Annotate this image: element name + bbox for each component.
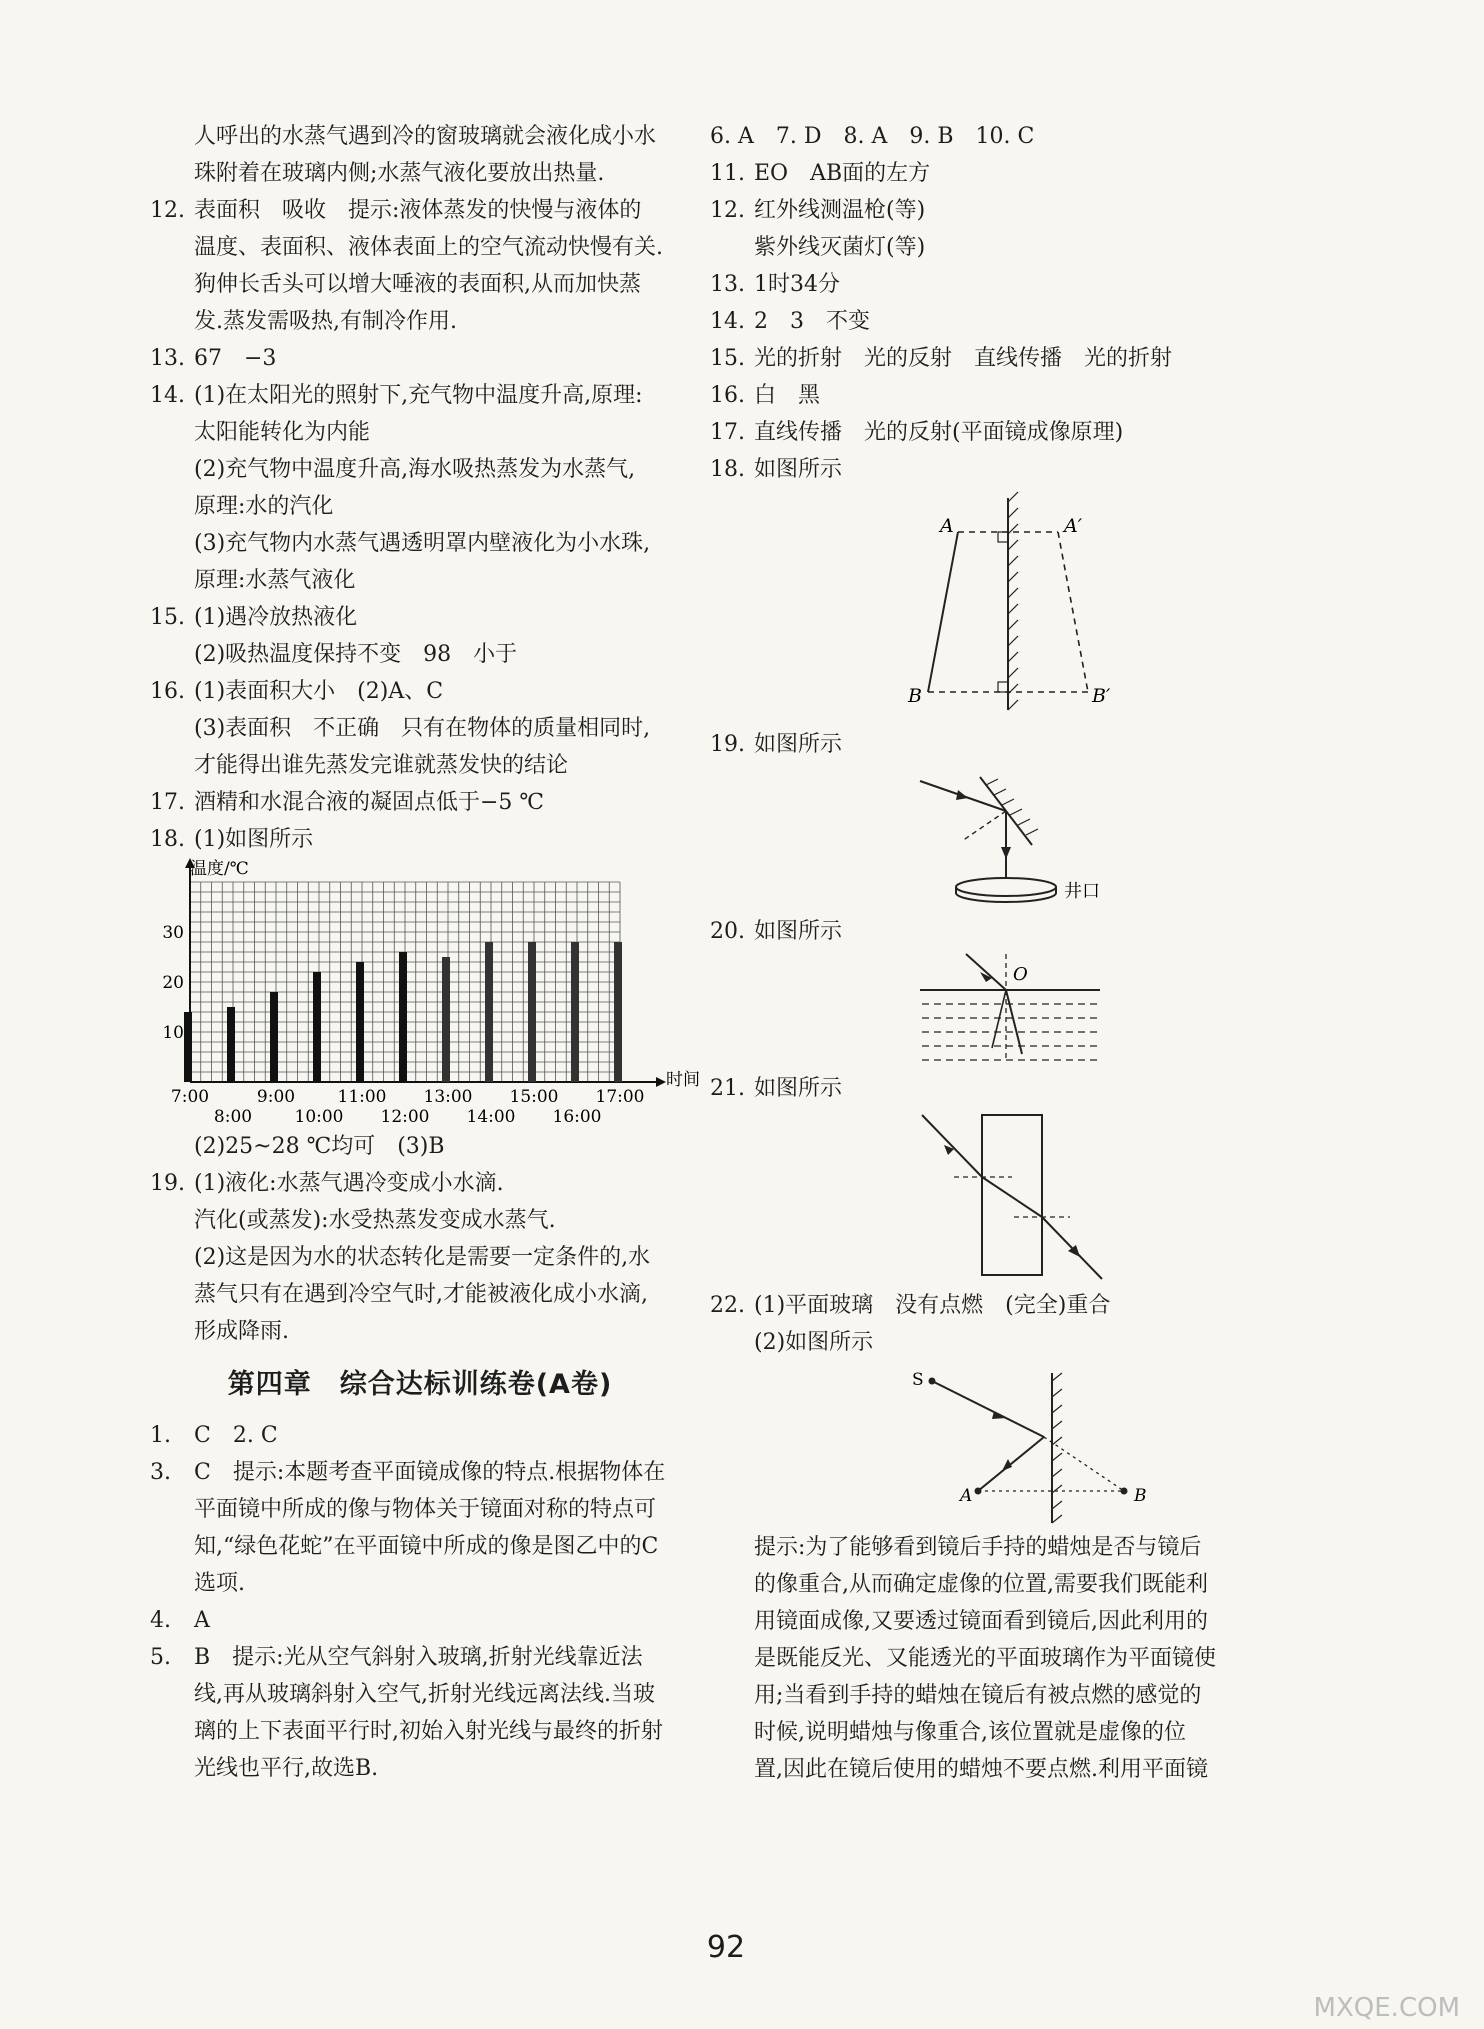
answer-number: 12. <box>710 198 745 223</box>
chart-xlabel: 时间 <box>666 1070 700 1090</box>
text-line: 光的折射 光的反射 直线传播 光的折射 <box>754 346 1173 371</box>
answer-number: 5. <box>150 1645 171 1670</box>
label-b: B <box>908 685 922 707</box>
answer-number: 1. <box>150 1423 171 1448</box>
text-line: (1)如图所示 <box>194 827 314 852</box>
x-tick-15:00: 15:00 <box>509 1087 559 1107</box>
virtual-ray <box>992 990 1006 1048</box>
text-line: (1)表面积大小 (2)A、C <box>194 679 444 704</box>
answer-16-right <box>710 377 1270 414</box>
answer-19 <box>150 1165 690 1350</box>
answer-number: 19. <box>710 732 745 757</box>
answer-1 <box>150 1417 690 1454</box>
answer-14-right <box>710 303 1270 340</box>
well-mouth <box>956 878 1056 896</box>
answer-15 <box>150 599 690 673</box>
text-line: (1)液化:水蒸气遇冷变成小水滴. <box>194 1171 504 1196</box>
x-tick-11:00: 11:00 <box>337 1087 387 1107</box>
text-line: 表面积 吸收 提示:液体蒸发的快慢与液体的 <box>194 198 642 223</box>
text-line: 用;当看到手持的蜡烛在镜后有被点燃的感觉的 <box>754 1683 1202 1708</box>
text-line: 原理:水蒸气液化 <box>194 568 356 593</box>
text-line: (1)遇冷放热液化 <box>194 605 358 630</box>
x-tick-9:00: 9:00 <box>256 1087 296 1107</box>
text-line: 狗伸长舌头可以增大唾液的表面积,从而加快蒸 <box>194 272 641 297</box>
incident-ray <box>932 1381 1044 1437</box>
answer-number: 15. <box>150 605 185 630</box>
label-a: A <box>960 1486 973 1506</box>
incident-ray <box>966 954 1006 990</box>
text-line: 人呼出的水蒸气遇到冷的窗玻璃就会液化成小水 <box>194 124 657 149</box>
answer-12 <box>150 192 690 340</box>
text-line: 酒精和水混合液的凝固点低于−5 ℃ <box>194 790 545 815</box>
text-line: (3)表面积 不正确 只有在物体的质量相同时, <box>194 716 651 741</box>
text-line: 紫外线灭菌灯(等) <box>754 235 926 260</box>
answer-12-right <box>710 192 1270 266</box>
label-a-prime: A′ <box>1064 515 1083 537</box>
y-tick-30: 30 <box>162 923 184 943</box>
text-line: (2)如图所示 <box>754 1330 874 1355</box>
text-line: 汽化(或蒸发):水受热蒸发变成水蒸气. <box>194 1208 556 1233</box>
x-axis-arrow <box>656 1077 666 1087</box>
text-line: 白 黑 <box>754 383 821 408</box>
label-a: A <box>940 515 954 537</box>
answer-number: 18. <box>710 457 745 482</box>
label-o: O <box>1013 964 1028 985</box>
answer-21-right <box>710 1070 1270 1107</box>
text-line: 选项. <box>194 1571 245 1596</box>
label-s: S <box>912 1370 924 1390</box>
text-line: C 提示:本题考查平面镜成像的特点.根据物体在 <box>194 1460 666 1485</box>
text-line: 如图所示 <box>754 1076 843 1101</box>
answer-11 <box>710 155 1270 192</box>
answer-number: 12. <box>150 198 185 223</box>
answer-13-right <box>710 266 1270 303</box>
text-line: 如图所示 <box>754 919 843 944</box>
text-line: C 2. C <box>194 1423 278 1448</box>
refracted-ray <box>1006 990 1022 1054</box>
y-tick-10: 10 <box>162 1023 184 1043</box>
label-b-prime: B′ <box>1092 685 1111 707</box>
answer-19-right <box>710 726 1270 763</box>
answer-17 <box>150 784 690 821</box>
x-tick-12:00: 12:00 <box>380 1107 430 1127</box>
answer-13 <box>150 340 690 377</box>
text-line: 温度、表面积、液体表面上的空气流动快慢有关. <box>194 235 663 260</box>
mirror-hatching <box>1052 1373 1062 1523</box>
bar-7:00 <box>184 1012 192 1082</box>
answer-number: 16. <box>710 383 745 408</box>
y-tick-20: 20 <box>162 973 184 993</box>
arrow-head <box>1002 1459 1012 1471</box>
x-tick-8:00: 8:00 <box>213 1107 253 1127</box>
mirror-image-diagram <box>710 488 1270 726</box>
answer-18-cont <box>150 1128 690 1165</box>
text-line: 如图所示 <box>754 457 843 482</box>
candle-mirror-diagram <box>710 1361 1270 1529</box>
text-line: 的像重合,从而确定虚像的位置,需要我们既能利 <box>754 1572 1208 1597</box>
x-tick-7:00: 7:00 <box>170 1087 210 1107</box>
section-title: 第四章 综合达标训练卷(A卷) <box>227 1369 613 1400</box>
bar-14:00 <box>485 942 493 1082</box>
x-tick-10:00: 10:00 <box>294 1107 344 1127</box>
reflected-ray <box>978 1437 1044 1491</box>
label-b: B <box>1134 1486 1147 1506</box>
text-line: 时候,说明蜡烛与像重合,该位置就是虚像的位 <box>754 1720 1186 1745</box>
text-line: 形成降雨. <box>194 1319 289 1344</box>
watermark: MXQE.COM <box>1313 1993 1460 2023</box>
glass-slab-diagram <box>710 1107 1270 1287</box>
text-line: (1)在太阳光的照射下,充气物中温度升高,原理: <box>194 383 643 408</box>
chart-grid <box>185 858 666 1087</box>
answer-number: 21. <box>710 1076 745 1101</box>
text-line: 直线传播 光的反射(平面镜成像原理) <box>754 420 1124 445</box>
normal-line <box>962 811 1006 841</box>
text-line: 2 3 不变 <box>754 309 870 334</box>
virtual-ray <box>1044 1437 1124 1491</box>
chart-ylabel: 温度/℃ <box>190 859 249 879</box>
text-line: 太阳能转化为内能 <box>194 420 371 445</box>
mirror-hatching <box>1008 492 1018 710</box>
well-reflection-diagram <box>710 763 1270 913</box>
text-line: 用镜面成像,又要透过镜面看到镜后,因此利用的 <box>754 1609 1208 1634</box>
answer-14 <box>150 377 690 599</box>
text-line: 线,再从玻璃斜射入空气,折射光线远离法线.当玻 <box>194 1682 655 1707</box>
text-line: A <box>194 1608 210 1633</box>
answer-number: 13. <box>710 272 745 297</box>
answer-16 <box>150 673 690 784</box>
answer-20-right <box>710 913 1270 950</box>
x-tick-14:00: 14:00 <box>466 1107 516 1127</box>
answer-number: 3. <box>150 1460 171 1485</box>
arrow-head <box>956 790 968 800</box>
text-line: 1时34分 <box>754 272 840 297</box>
text-line: (2)25~28 ℃均可 (3)B <box>194 1134 445 1159</box>
bar-12:00 <box>399 952 407 1082</box>
text-line: 是既能反光、又能透光的平面玻璃作为平面镜使 <box>754 1646 1217 1671</box>
page-number: 92 <box>706 1930 746 1965</box>
text-line: (2)吸热温度保持不变 98 小于 <box>194 642 518 667</box>
refracted-ray <box>982 1177 1042 1217</box>
answer-11-cont <box>150 118 690 192</box>
text-line: EO AB面的左方 <box>754 161 931 186</box>
right-column <box>710 118 1270 1788</box>
bar-17:00 <box>614 942 622 1082</box>
x-tick-16:00: 16:00 <box>552 1107 602 1127</box>
water-refraction-diagram <box>710 950 1270 1070</box>
answer-18-right <box>710 451 1270 488</box>
answer-number: 20. <box>710 919 745 944</box>
text-line: 提示:为了能够看到镜后手持的蜡烛是否与镜后 <box>754 1535 1202 1560</box>
answer-number: 14. <box>710 309 745 334</box>
answer-3 <box>150 1454 690 1602</box>
incident-ray <box>922 1115 982 1177</box>
answer-17-right <box>710 414 1270 451</box>
text-line: (2)这是因为水的状态转化是需要一定条件的,水 <box>194 1245 651 1270</box>
arrow-head <box>992 1411 1006 1419</box>
answer-22-hint <box>710 1529 1270 1788</box>
answer-number: 11. <box>710 161 745 186</box>
answer-15-right <box>710 340 1270 377</box>
answer-22-right <box>710 1287 1270 1361</box>
answer-number: 16. <box>150 679 185 704</box>
bar-11:00 <box>356 962 364 1082</box>
text-line: 知,“绿色花蛇”在平面镜中所成的像是图乙中的C <box>194 1534 659 1559</box>
bar-15:00 <box>528 942 536 1082</box>
answer-18 <box>150 821 690 858</box>
text-line: 6. A 7. D 8. A 9. B 10. C <box>710 124 1035 149</box>
text-line: 光线也平行,故选B. <box>194 1756 379 1781</box>
answer-6-10 <box>710 118 1270 155</box>
text-line: 璃的上下表面平行时,初始入射光线与最终的折射 <box>194 1719 663 1744</box>
answer-number: 18. <box>150 827 185 852</box>
bar-10:00 <box>313 972 321 1082</box>
answer-5 <box>150 1639 690 1787</box>
bar-8:00 <box>227 1007 235 1082</box>
text-line: 蒸气只有在遇到冷空气时,才能被液化成小水滴, <box>194 1282 648 1307</box>
text-line: 原理:水的汽化 <box>194 494 334 519</box>
arrow-head <box>1001 847 1011 859</box>
answer-number: 17. <box>150 790 185 815</box>
answer-number: 19. <box>150 1171 185 1196</box>
right-angle-mark <box>998 532 1008 542</box>
right-angle-mark <box>998 682 1008 692</box>
text-line: 如图所示 <box>754 732 843 757</box>
image-ab <box>1058 532 1088 692</box>
x-tick-13:00: 13:00 <box>423 1087 473 1107</box>
text-line: (3)充气物内水蒸气遇透明罩内壁液化为小水珠, <box>194 531 651 556</box>
text-line: B 提示:光从空气斜射入玻璃,折射光线靠近法 <box>194 1645 643 1670</box>
bar-9:00 <box>270 992 278 1082</box>
left-column <box>150 118 700 1787</box>
answer-number: 15. <box>710 346 745 371</box>
text-line: (1)平面玻璃 没有点燃 (完全)重合 <box>754 1293 1111 1318</box>
object-ab <box>928 532 958 692</box>
answer-number: 17. <box>710 420 745 445</box>
text-line: 67 −3 <box>194 346 277 371</box>
answer-number: 22. <box>710 1293 745 1318</box>
text-line: 平面镜中所成的像与物体关于镜面对称的特点可 <box>194 1497 657 1522</box>
bar-16:00 <box>571 942 579 1082</box>
answer-number: 14. <box>150 383 185 408</box>
answer-number: 4. <box>150 1608 171 1633</box>
text-line: (2)充气物中温度升高,海水吸热蒸发为水蒸气, <box>194 457 636 482</box>
answer-number: 13. <box>150 346 185 371</box>
text-line: 红外线测温枪(等) <box>754 198 926 223</box>
text-line: 珠附着在玻璃内侧;水蒸气液化要放出热量. <box>194 161 605 186</box>
text-line: 才能得出谁先蒸发完谁就蒸发快的结论 <box>194 753 569 778</box>
label-well: 井口 <box>1064 881 1100 902</box>
bar-13:00 <box>442 957 450 1082</box>
x-tick-17:00: 17:00 <box>595 1087 645 1107</box>
text-line: 发.蒸发需吸热,有制冷作用. <box>194 309 457 334</box>
glass-slab <box>982 1115 1042 1275</box>
answer-4 <box>150 1602 690 1639</box>
text-line: 置,因此在镜后使用的蜡烛不要点燃.利用平面镜 <box>754 1757 1208 1782</box>
temperature-bar-chart <box>150 858 700 1128</box>
